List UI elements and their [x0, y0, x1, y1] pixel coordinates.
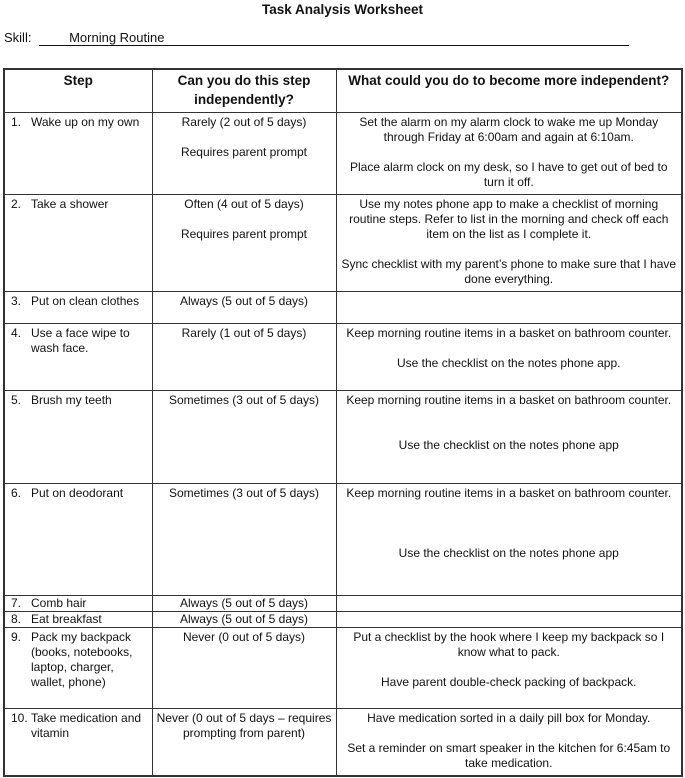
header-ideas: What could you do to become more independent?	[336, 69, 682, 112]
table-row	[4, 708, 682, 776]
idea-text: Use the checklist on the notes phone app	[398, 545, 619, 560]
step-number: 1.	[11, 114, 22, 129]
ability-cell	[152, 112, 336, 194]
table-row	[4, 627, 682, 708]
idea-text: Keep morning routine items in a basket on bathroom counter.	[346, 392, 672, 407]
ability-text: Never (0 out of 5 days – requires prompting from parent)	[156, 710, 332, 740]
table-row	[4, 291, 682, 323]
step-text: Take medication and vitamin	[31, 710, 142, 740]
step-text: Put on clean clothes	[31, 293, 140, 308]
idea-text: Keep morning routine items in a basket on bathroom counter.	[346, 485, 672, 500]
ideas-cell	[336, 291, 682, 323]
table-row	[4, 323, 682, 390]
idea-text: Have medication sorted in a daily pill box for Monday.	[367, 710, 651, 725]
ideas-cell	[336, 611, 682, 627]
step-number: 2.	[11, 196, 22, 211]
step-number: 3.	[11, 293, 22, 308]
step-cell	[4, 194, 152, 291]
step-cell	[4, 323, 152, 390]
ability-text: Rarely (2 out of 5 days)	[181, 114, 307, 129]
ability-cell	[152, 595, 336, 611]
ability-text: Never (0 out of 5 days)	[182, 629, 306, 644]
ideas-cell	[336, 595, 682, 611]
ability-cell	[152, 483, 336, 595]
step-cell	[4, 627, 152, 708]
ability-text: Always (5 out of 5 days)	[179, 595, 309, 610]
ideas-cell	[336, 708, 682, 776]
ability-cell	[152, 708, 336, 776]
document-title: Task Analysis Worksheet	[261, 2, 424, 17]
step-number: 7.	[11, 595, 22, 610]
step-number: 10.	[11, 710, 28, 725]
step-cell	[4, 595, 152, 611]
idea-text: Place alarm clock on my desk, so I have to get out of bed to turn it off.	[349, 159, 668, 189]
ideas-cell	[336, 112, 682, 194]
step-cell	[4, 708, 152, 776]
idea-text: Keep morning routine items in a basket on bathroom counter.	[346, 325, 672, 340]
step-number: 6.	[11, 485, 22, 500]
ideas-cell	[336, 627, 682, 708]
step-cell	[4, 611, 152, 627]
step-text: Put on deodorant	[31, 485, 124, 500]
step-text: Pack my backpack (books, notebooks, laptop, charger, wallet, phone)	[31, 629, 133, 689]
step-cell	[4, 390, 152, 483]
ability-cell	[152, 291, 336, 323]
idea-text: Set a reminder on smart speaker in the kitchen for 6:45am to take medication.	[347, 740, 671, 770]
table-row	[4, 483, 682, 595]
step-number: 9.	[11, 629, 22, 644]
table-row	[4, 112, 682, 194]
ability-cell	[152, 323, 336, 390]
idea-text: Use my notes phone app to make a checklist of morning routine steps. Refer to list in the morning and check off each item on the list as I complete it.	[349, 196, 669, 241]
table-row	[4, 611, 682, 627]
idea-text: Have parent double-check packing of backpack.	[381, 674, 637, 689]
idea-text: Use the checklist on the notes phone app.	[397, 355, 621, 370]
step-cell	[4, 291, 152, 323]
idea-text: Put a checklist by the hook where I keep my backpack so I know what to pack.	[353, 629, 665, 659]
ability-text: Sometimes (3 out of 5 days)	[168, 485, 320, 500]
ability-text: Requires parent prompt	[180, 144, 308, 159]
ability-text: Sometimes (3 out of 5 days)	[168, 392, 320, 407]
task-analysis-table	[3, 68, 683, 777]
step-number: 4.	[11, 325, 22, 340]
skill-value: Morning Routine	[39, 30, 629, 46]
step-cell	[4, 112, 152, 194]
ability-text: Always (5 out of 5 days)	[179, 293, 309, 308]
ideas-cell	[336, 194, 682, 291]
table-row	[4, 390, 682, 483]
ability-cell	[152, 194, 336, 291]
step-cell	[4, 483, 152, 595]
ability-text: Requires parent prompt	[180, 226, 308, 241]
ability-text: Always (5 out of 5 days)	[179, 611, 309, 626]
ability-cell	[152, 611, 336, 627]
ability-cell	[152, 627, 336, 708]
ability-text: Often (4 out of 5 days)	[184, 196, 304, 211]
ideas-cell	[336, 323, 682, 390]
ability-cell	[152, 390, 336, 483]
idea-text: Set the alarm on my alarm clock to wake me up Monday through Friday at 6:00am and again at 6:10am.	[359, 114, 659, 144]
skill-label: Skill:	[4, 30, 32, 45]
idea-text: Sync checklist with my parent’s phone to make sure that I have done everything.	[341, 256, 677, 286]
table-row	[4, 595, 682, 611]
step-number: 5.	[11, 392, 22, 407]
header-step: Step	[4, 69, 152, 112]
ideas-cell	[336, 483, 682, 595]
skill-line	[4, 30, 629, 46]
header-ability: Can you do this step independently?	[152, 69, 336, 112]
step-text: Brush my teeth	[31, 392, 112, 407]
table-row	[4, 194, 682, 291]
step-number: 8.	[11, 611, 22, 626]
step-text: Eat breakfast	[31, 611, 102, 626]
idea-text: Use the checklist on the notes phone app	[398, 437, 619, 452]
step-text: Take a shower	[31, 196, 109, 211]
ability-text: Rarely (1 out of 5 days)	[181, 325, 307, 340]
step-text: Use a face wipe to wash face.	[31, 325, 130, 355]
header-row	[4, 69, 682, 112]
step-text: Wake up on my own	[31, 114, 140, 129]
step-text: Comb hair	[31, 595, 87, 610]
ideas-cell	[336, 390, 682, 483]
